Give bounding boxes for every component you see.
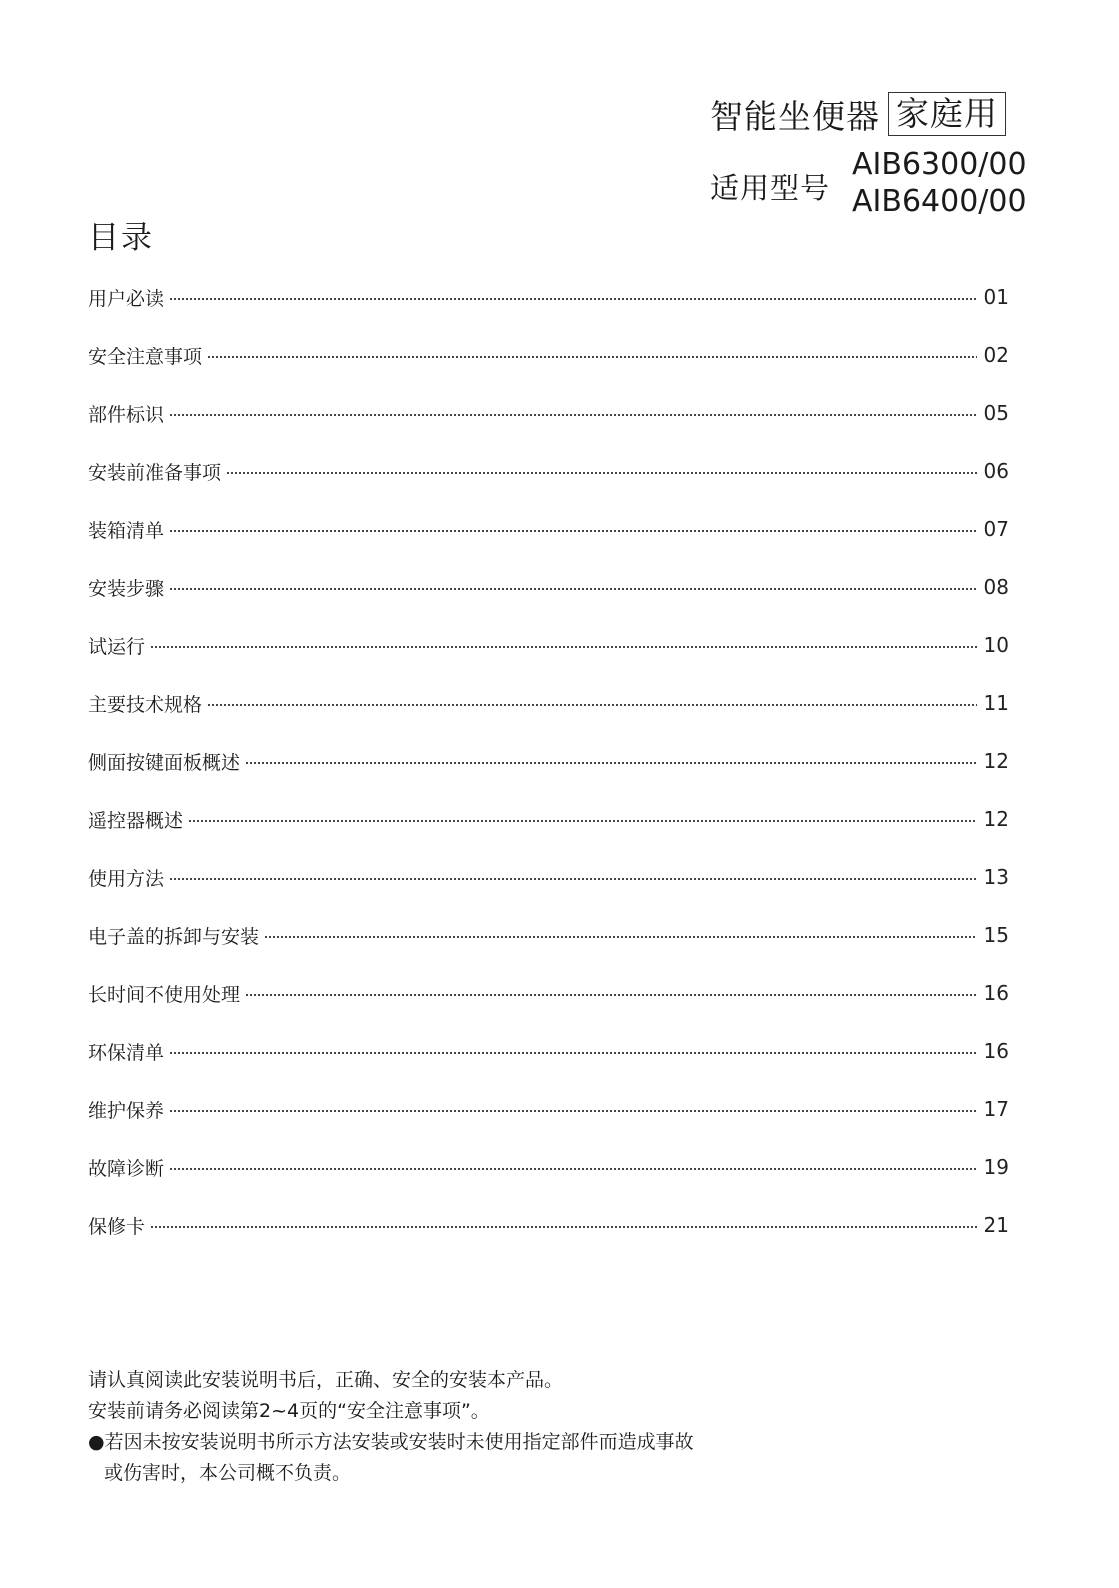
dot-leader <box>208 704 977 706</box>
toc-entry[interactable] <box>88 979 1009 1007</box>
dot-leader <box>170 1110 977 1112</box>
toc-entry[interactable] <box>88 515 1009 543</box>
product-title: 智能坐便器 <box>710 96 880 136</box>
dot-leader <box>170 530 977 532</box>
note-line: 安装前请务必阅读第2~4页的“安全注意事项”。 <box>88 1400 490 1422</box>
toc-entry-page: 16 <box>983 1039 1009 1063</box>
dot-leader <box>227 472 977 474</box>
dot-leader <box>170 298 977 300</box>
note-line: 请认真阅读此安装说明书后，正确、安全的安装本产品。 <box>88 1369 564 1391</box>
model-number: AIB6300/00 <box>852 147 1027 182</box>
dot-leader <box>151 646 977 648</box>
dot-leader <box>246 994 977 996</box>
toc-entry-label: 安装前准备事项 <box>88 461 222 484</box>
toc-entry[interactable] <box>88 805 1009 833</box>
toc-entry[interactable] <box>88 689 1009 717</box>
toc-entry-label: 部件标识 <box>88 403 165 426</box>
reading-notes <box>88 1365 694 1489</box>
toc-entry[interactable] <box>88 1211 1009 1239</box>
toc-entry-label: 遥控器概述 <box>88 809 184 832</box>
note-line: ●若因未按安装说明书所示方法安装或安装时未使用指定部件而造成事故 <box>88 1431 694 1453</box>
dot-leader <box>170 1052 977 1054</box>
toc-entry-page: 12 <box>983 807 1009 831</box>
toc-entry-page: 17 <box>983 1097 1009 1121</box>
toc-entry[interactable] <box>88 457 1009 485</box>
toc-entry-label: 安全注意事项 <box>88 345 203 368</box>
toc-entry-label: 保修卡 <box>88 1215 146 1238</box>
toc-entry-page: 08 <box>983 575 1009 599</box>
toc-entry-page: 21 <box>983 1213 1009 1237</box>
toc-entry-label: 试运行 <box>88 635 146 658</box>
dot-leader <box>151 1226 977 1228</box>
dot-leader <box>170 588 977 590</box>
toc-entry-label: 主要技术规格 <box>88 693 203 716</box>
note-line: 或伤害时，本公司概不负责。 <box>104 1462 352 1484</box>
model-label: 适用型号 <box>710 171 831 205</box>
toc-entry-label: 用户必读 <box>88 287 165 310</box>
toc-entry-label: 装箱清单 <box>88 519 165 542</box>
toc-entry[interactable] <box>88 341 1009 369</box>
toc-entry-label: 安装步骤 <box>88 577 165 600</box>
dot-leader <box>170 878 977 880</box>
dot-leader <box>170 414 977 416</box>
model-number: AIB6400/00 <box>852 184 1027 219</box>
toc-entry-label: 环保清单 <box>88 1041 165 1064</box>
toc-entry-page: 10 <box>983 633 1009 657</box>
model-list <box>852 146 1027 220</box>
toc-entry-label: 侧面按键面板概述 <box>88 751 241 774</box>
usage-label-box: 家庭用 <box>888 92 1006 136</box>
toc-entry-page: 16 <box>983 981 1009 1005</box>
toc-entry-page: 11 <box>983 691 1009 715</box>
toc-entry-page: 01 <box>983 285 1009 309</box>
toc-entry-page: 19 <box>983 1155 1009 1179</box>
toc-entry[interactable] <box>88 921 1009 949</box>
dot-leader <box>246 762 977 764</box>
toc-entry-label: 使用方法 <box>88 867 165 890</box>
toc-entry[interactable] <box>88 1037 1009 1065</box>
toc-entry[interactable] <box>88 1153 1009 1181</box>
toc-entry[interactable] <box>88 631 1009 659</box>
dot-leader <box>265 936 977 938</box>
dot-leader <box>189 820 977 822</box>
toc-entry[interactable] <box>88 573 1009 601</box>
toc-entry-page: 13 <box>983 865 1009 889</box>
toc-entry-label: 长时间不使用处理 <box>88 983 241 1006</box>
toc-entry[interactable] <box>88 863 1009 891</box>
toc-entry-page: 02 <box>983 343 1009 367</box>
toc-entry[interactable] <box>88 747 1009 775</box>
toc-entry-page: 07 <box>983 517 1009 541</box>
toc-heading: 目录 <box>88 220 154 256</box>
toc-entry-label: 故障诊断 <box>88 1157 165 1180</box>
toc-entry-page: 05 <box>983 401 1009 425</box>
toc-entry-page: 06 <box>983 459 1009 483</box>
toc-entry[interactable] <box>88 283 1009 311</box>
dot-leader <box>208 356 977 358</box>
toc-entry[interactable] <box>88 399 1009 427</box>
product-title-block <box>710 92 1006 136</box>
toc-entry-page: 15 <box>983 923 1009 947</box>
toc-entry-label: 维护保养 <box>88 1099 165 1122</box>
toc-entry-label: 电子盖的拆卸与安装 <box>88 925 260 948</box>
toc-entry[interactable] <box>88 1095 1009 1123</box>
dot-leader <box>170 1168 977 1170</box>
toc-entry-page: 12 <box>983 749 1009 773</box>
